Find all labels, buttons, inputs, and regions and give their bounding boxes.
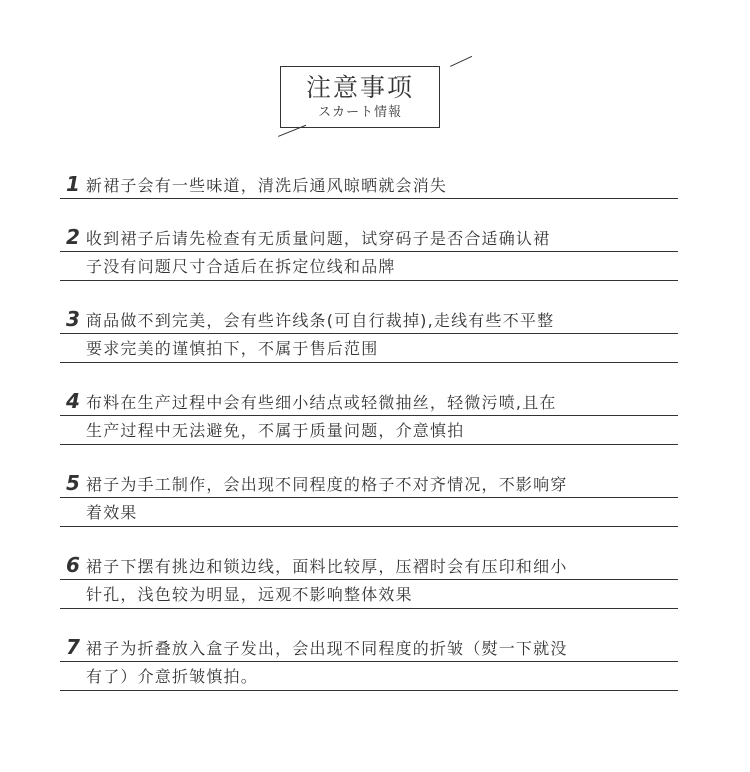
note-line: [60, 633, 678, 662]
note-number: 4: [66, 389, 80, 413]
note-line: [60, 305, 678, 334]
note-text: 布料在生产过程中会有些细小结点或轻微抽丝，轻微污喷,且在: [85, 393, 557, 412]
note-number: 5: [66, 471, 80, 495]
decorative-line-top-right: [450, 56, 472, 67]
note-number: 2: [66, 225, 80, 249]
note-line: [60, 252, 678, 281]
note-text: 收到裙子后请先检查有无质量问题，试穿码子是否合适确认裙: [85, 229, 551, 248]
note-line: [60, 469, 678, 498]
note-text: 裙子为手工制作，会出现不同程度的格子不对齐情况，不影响穿: [85, 475, 568, 494]
note-item: [60, 223, 678, 281]
note-line: [60, 580, 678, 609]
note-number: 1: [66, 172, 80, 196]
note-text: 生产过程中无法避免，不属于质量问题，介意慎拍: [86, 421, 465, 440]
note-line: [60, 416, 678, 445]
note-number: 7: [66, 635, 80, 659]
note-line: [60, 334, 678, 363]
title-box: [280, 66, 440, 128]
note-item: [60, 387, 678, 445]
note-text: 新裙子会有一些味道，清洗后通风晾晒就会消失: [85, 176, 448, 195]
note-line: [60, 551, 678, 580]
note-item: [60, 633, 678, 691]
notes-list: [60, 170, 678, 715]
note-text: 针孔，浅色较为明显，远观不影响整体效果: [86, 585, 413, 604]
note-text: 要求完美的谨慎拍下，不属于售后范围: [86, 339, 379, 358]
note-item: [60, 305, 678, 363]
note-text: 着效果: [86, 503, 138, 522]
note-line: [60, 498, 678, 527]
note-text: 子没有问题尺寸合适后在拆定位线和品牌: [86, 257, 396, 276]
note-line: [60, 662, 678, 691]
note-text: 裙子为折叠放入盒子发出，会出现不同程度的折皱（熨一下就没: [85, 639, 568, 658]
note-item: [60, 469, 678, 527]
note-line: [60, 170, 678, 199]
page-title: 注意事项: [305, 73, 414, 102]
note-item: [60, 170, 678, 199]
note-item: [60, 551, 678, 609]
note-text: 商品做不到完美，会有些许线条(可自行裁掉),走线有些不平整: [85, 311, 555, 330]
note-number: 3: [66, 307, 80, 331]
note-number: 6: [66, 553, 80, 577]
note-line: [60, 387, 678, 416]
page-subtitle: スカート情報: [317, 105, 402, 120]
note-text: 裙子下摆有挑边和锁边线，面料比较厚，压褶时会有压印和细小: [85, 557, 568, 576]
note-text: 有了）介意折皱慎拍。: [86, 667, 259, 686]
note-line: [60, 223, 678, 252]
